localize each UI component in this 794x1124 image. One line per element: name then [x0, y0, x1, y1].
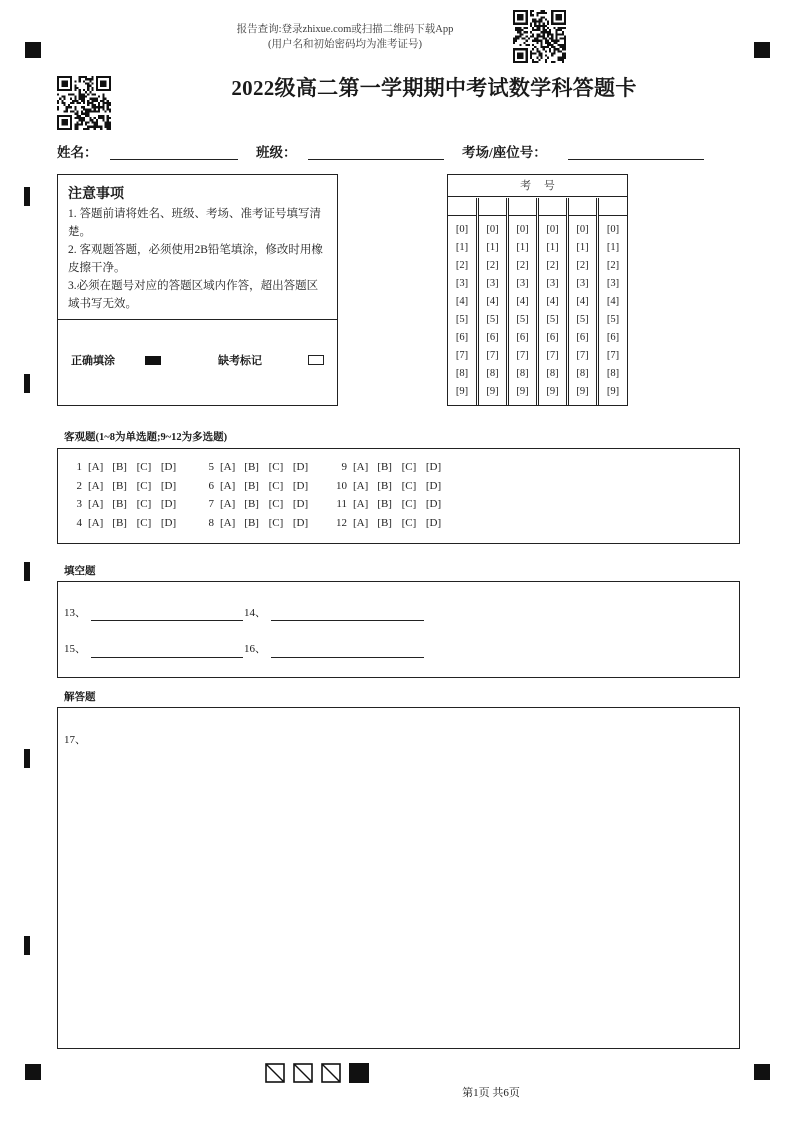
answer-option-a[interactable]: [A]	[220, 498, 236, 511]
report-query-text: 报告查询:登录zhixue.com或扫描二维码下载App	[236, 24, 454, 35]
qr-modules	[57, 76, 111, 130]
timing-mark	[24, 936, 30, 955]
blank-label-15: 15、	[64, 643, 86, 655]
answer-option-a[interactable]: [A]	[88, 461, 104, 473]
answer-option-d[interactable]: [D]	[292, 516, 309, 529]
blank-answer-line-13[interactable]	[91, 620, 243, 621]
free-response-heading: 解答题	[64, 692, 96, 703]
blank-answer-line-14[interactable]	[271, 620, 424, 621]
exam-number-bubble[interactable]: [4]	[486, 296, 499, 307]
question-number: 3	[76, 498, 82, 511]
answer-option-a[interactable]: [A]	[353, 498, 369, 511]
exam-number-bubble[interactable]: [4]	[606, 296, 620, 307]
answer-option-c[interactable]: [C]	[136, 479, 152, 492]
answer-option-d[interactable]: [D]	[160, 516, 177, 529]
exam-number-bubble[interactable]: [5]	[606, 314, 620, 325]
answer-option-a[interactable]: [A]	[88, 516, 104, 529]
exam-number-bubble[interactable]: [2]	[576, 260, 589, 271]
timing-mark	[24, 187, 30, 206]
fill-blank-heading: 填空题	[64, 566, 96, 577]
exam-number-bubble[interactable]: [2]	[546, 260, 559, 271]
objective-question-5	[200, 458, 317, 477]
answer-option-a[interactable]: [A]	[220, 516, 236, 529]
name-label: 姓名：	[57, 145, 98, 160]
answer-option-c[interactable]: [C]	[268, 516, 284, 529]
answer-option-d[interactable]: [D]	[425, 498, 442, 511]
answer-option-d[interactable]: [D]	[292, 479, 309, 492]
exam-number-bubble[interactable]: [2]	[606, 260, 620, 271]
exam-number-bubble[interactable]: [9]	[486, 386, 499, 397]
question-number: 7	[208, 498, 214, 511]
question-number: 1	[76, 461, 82, 473]
exam-number-bubble[interactable]: [1]	[606, 242, 620, 253]
notice-text	[68, 205, 323, 313]
answer-option-d[interactable]: [D]	[160, 498, 177, 511]
page-title: 2022级高二第一学期期中考试数学科答题卡	[231, 76, 637, 100]
corner-marker-bottom-left	[25, 1064, 41, 1080]
app-download-qr-code	[513, 10, 566, 63]
exam-number-bubble[interactable]: [3]	[455, 278, 469, 289]
objective-heading: 客观题(1~8为单选题;9~12为多选题)	[64, 432, 228, 443]
answer-option-a[interactable]: [A]	[353, 516, 369, 529]
exam-number-digit-cell[interactable]	[448, 198, 476, 216]
exam-number-bubble[interactable]: [6]	[546, 332, 559, 343]
exam-number-bubble[interactable]: [5]	[546, 314, 559, 325]
answer-option-c[interactable]: [C]	[136, 498, 152, 511]
exam-number-grid	[448, 198, 627, 405]
answer-option-d[interactable]: [D]	[160, 479, 177, 492]
corner-marker-top-left	[25, 42, 41, 58]
notice-heading: 注意事项	[68, 187, 124, 202]
answer-option-b[interactable]: [B]	[112, 498, 127, 511]
exam-number-bubble[interactable]: [8]	[455, 368, 469, 379]
notice-line: 2. 客观题答题，必须使用2B铅笔填涂，修改时用橡	[68, 244, 323, 256]
exam-number-bubble[interactable]: [6]	[606, 332, 620, 343]
answer-option-d[interactable]: [D]	[292, 461, 309, 473]
answer-option-b[interactable]: [B]	[244, 498, 259, 511]
objective-column	[68, 458, 185, 533]
exam-number-bubble[interactable]: [3]	[576, 278, 589, 289]
exam-number-bubble[interactable]: [1]	[576, 242, 589, 253]
exam-number-heading: 考 号	[448, 175, 627, 197]
exam-number-bubble[interactable]: [2]	[516, 260, 529, 271]
seat-field[interactable]	[568, 159, 704, 160]
answer-option-c[interactable]: [C]	[268, 498, 284, 511]
answer-option-d[interactable]: [D]	[425, 461, 442, 473]
question-number: 9	[341, 461, 347, 473]
blank-answer-line-16[interactable]	[271, 657, 424, 658]
exam-number-bubble[interactable]: [5]	[576, 314, 589, 325]
exam-number-bubble[interactable]: [0]	[606, 224, 620, 235]
blank-label-14: 14、	[244, 607, 266, 619]
objective-question-4	[68, 514, 185, 533]
page-marker-box-crossed	[293, 1063, 313, 1083]
exam-number-bubble[interactable]: [0]	[546, 224, 559, 235]
exam-number-bubble[interactable]: [8]	[576, 368, 589, 379]
exam-number-bubble[interactable]: [7]	[486, 350, 499, 361]
question-number: 2	[76, 479, 82, 492]
exam-number-column	[508, 198, 537, 405]
answer-option-a[interactable]: [A]	[220, 461, 236, 473]
objective-question-7	[200, 495, 317, 514]
exam-number-bubble[interactable]: [6]	[516, 332, 529, 343]
answer-option-a[interactable]: [A]	[88, 479, 104, 492]
absent-mark-checkbox[interactable]	[308, 355, 324, 365]
exam-number-bubble[interactable]: [3]	[606, 278, 620, 289]
exam-number-bubble[interactable]: [1]	[455, 242, 469, 253]
answer-option-b[interactable]: [B]	[112, 516, 127, 529]
free-response-box[interactable]	[57, 707, 740, 1049]
fill-blank-box	[57, 581, 740, 678]
answer-option-c[interactable]: [C]	[268, 479, 284, 492]
answer-option-b[interactable]: [B]	[244, 479, 259, 492]
answer-option-d[interactable]: [D]	[160, 461, 177, 473]
exam-number-digit-cell[interactable]	[509, 198, 536, 216]
exam-number-bubble[interactable]: [8]	[606, 368, 620, 379]
answer-option-a[interactable]: [A]	[220, 479, 236, 492]
blank-label-16: 16、	[244, 643, 266, 655]
objective-question-1	[68, 458, 185, 477]
question-number: 12	[336, 516, 347, 529]
exam-number-bubble[interactable]: [9]	[516, 386, 529, 397]
exam-number-bubble[interactable]: [1]	[486, 242, 499, 253]
answer-option-d[interactable]: [D]	[425, 479, 442, 492]
class-label: 班级：	[256, 145, 297, 160]
timing-mark	[24, 749, 30, 768]
question-number: 8	[208, 516, 214, 529]
question-number: 4	[76, 516, 82, 529]
question-number: 11	[336, 498, 347, 511]
corner-marker-top-right	[754, 42, 770, 58]
exam-number-bubble[interactable]: [1]	[546, 242, 559, 253]
objective-question-3	[68, 495, 185, 514]
blank-label-13: 13、	[64, 607, 86, 619]
exam-number-bubble[interactable]: [4]	[516, 296, 529, 307]
qr-modules	[513, 10, 566, 63]
answer-option-a[interactable]: [A]	[353, 461, 369, 473]
objective-question-8	[200, 514, 317, 533]
answer-option-b[interactable]: [B]	[377, 498, 392, 511]
answer-option-b[interactable]: [B]	[244, 461, 259, 473]
objective-column	[200, 458, 317, 533]
objective-question-11	[333, 495, 450, 514]
exam-number-bubble[interactable]: [4]	[455, 296, 469, 307]
exam-number-bubble[interactable]: [0]	[516, 224, 529, 235]
report-login-note: (用户名和初始密码均为准考证号)	[268, 39, 422, 50]
exam-number-box	[447, 174, 628, 406]
page-marker-box-crossed	[265, 1063, 285, 1083]
exam-number-bubble[interactable]: [9]	[546, 386, 559, 397]
exam-number-bubble[interactable]: [2]	[455, 260, 469, 271]
correct-fill-sample	[145, 356, 161, 365]
objective-answer-box	[57, 448, 740, 544]
answer-option-a[interactable]: [A]	[353, 479, 369, 492]
exam-number-bubble[interactable]: [3]	[486, 278, 499, 289]
answer-option-b[interactable]: [B]	[112, 479, 127, 492]
exam-number-bubble[interactable]: [4]	[576, 296, 589, 307]
blank-answer-line-15[interactable]	[91, 657, 243, 658]
exam-number-bubble[interactable]: [9]	[576, 386, 589, 397]
exam-number-bubble[interactable]: [9]	[606, 386, 620, 397]
exam-number-bubble[interactable]: [0]	[455, 224, 469, 235]
answer-option-c[interactable]: [C]	[401, 461, 417, 473]
page-number: 第1页 共6页	[462, 1087, 520, 1099]
question-number: 6	[208, 479, 214, 492]
exam-number-bubble[interactable]: [7]	[576, 350, 589, 361]
notice-line: 楚。	[68, 226, 91, 238]
exam-number-bubble[interactable]: [2]	[486, 260, 499, 271]
answer-option-c[interactable]: [C]	[268, 461, 284, 473]
exam-number-digit-cell[interactable]	[569, 198, 596, 216]
answer-option-c[interactable]: [C]	[401, 516, 417, 529]
exam-number-bubble[interactable]: [0]	[486, 224, 499, 235]
notice-line: 3.必须在题号对应的答题区域内作答，超出答题区	[68, 280, 319, 292]
page-marker-box-crossed	[321, 1063, 341, 1083]
exam-number-bubble[interactable]: [6]	[486, 332, 499, 343]
timing-mark	[24, 374, 30, 393]
notice-line: 皮擦干净。	[68, 262, 126, 274]
page-marker-box-filled	[349, 1063, 369, 1083]
exam-number-bubble[interactable]: [5]	[516, 314, 529, 325]
exam-number-digit-cell[interactable]	[599, 198, 627, 216]
question-number: 10	[336, 479, 347, 492]
exam-number-bubble[interactable]: [1]	[516, 242, 529, 253]
exam-number-column	[538, 198, 567, 405]
objective-question-2	[68, 477, 185, 496]
answer-option-b[interactable]: [B]	[377, 479, 392, 492]
answer-option-b[interactable]: [B]	[377, 461, 392, 473]
question-label-17: 17、	[64, 734, 86, 746]
exam-number-bubble[interactable]: [9]	[455, 386, 469, 397]
exam-number-column	[448, 198, 477, 405]
exam-number-bubble[interactable]: [7]	[546, 350, 559, 361]
timing-mark	[24, 562, 30, 581]
exam-number-digit-cell[interactable]	[539, 198, 566, 216]
answer-option-a[interactable]: [A]	[88, 498, 104, 511]
seat-label: 考场/座位号：	[462, 145, 547, 160]
notice-line: 域书写无效。	[68, 298, 137, 310]
exam-number-digit-cell[interactable]	[479, 198, 506, 216]
exam-number-bubble[interactable]: [8]	[486, 368, 499, 379]
answer-option-b[interactable]: [B]	[377, 516, 392, 529]
answer-option-c[interactable]: [C]	[136, 516, 152, 529]
exam-number-bubble[interactable]: [6]	[576, 332, 589, 343]
objective-question-12	[333, 514, 450, 533]
exam-number-bubble[interactable]: [5]	[455, 314, 469, 325]
exam-number-column	[478, 198, 507, 405]
exam-number-column	[568, 198, 597, 405]
exam-number-bubble[interactable]: [3]	[516, 278, 529, 289]
sheet-qr-code	[57, 76, 111, 130]
exam-number-bubble[interactable]: [4]	[546, 296, 559, 307]
exam-number-bubble[interactable]: [7]	[606, 350, 620, 361]
exam-number-bubble[interactable]: [3]	[546, 278, 559, 289]
class-field[interactable]	[308, 159, 444, 160]
notice-box	[57, 174, 338, 406]
exam-number-bubble[interactable]: [8]	[546, 368, 559, 379]
notice-line: 1. 答题前请将姓名、班级、考场、准考证号填写清	[68, 208, 321, 220]
exam-number-bubble[interactable]: [5]	[486, 314, 499, 325]
exam-number-bubble[interactable]: [7]	[455, 350, 469, 361]
answer-option-c[interactable]: [C]	[401, 498, 417, 511]
correct-fill-label: 正确填涂	[71, 355, 115, 367]
objective-question-10	[333, 477, 450, 496]
notice-divider	[58, 319, 337, 320]
answer-option-c[interactable]: [C]	[401, 479, 417, 492]
objective-column	[333, 458, 450, 533]
answer-option-d[interactable]: [D]	[425, 516, 442, 529]
exam-number-bubble[interactable]: [0]	[576, 224, 589, 235]
objective-question-9	[333, 458, 450, 477]
answer-option-b[interactable]: [B]	[112, 461, 127, 473]
objective-question-6	[200, 477, 317, 496]
answer-option-c[interactable]: [C]	[136, 461, 152, 473]
name-field[interactable]	[110, 159, 238, 160]
exam-number-bubble[interactable]: [6]	[455, 332, 469, 343]
absent-mark-label: 缺考标记	[218, 355, 262, 367]
exam-number-bubble[interactable]: [8]	[516, 368, 529, 379]
question-number: 5	[208, 461, 214, 473]
answer-option-b[interactable]: [B]	[244, 516, 259, 529]
exam-number-bubble[interactable]: [7]	[516, 350, 529, 361]
answer-option-d[interactable]: [D]	[292, 498, 309, 511]
corner-marker-bottom-right	[754, 1064, 770, 1080]
exam-number-column	[598, 198, 627, 405]
